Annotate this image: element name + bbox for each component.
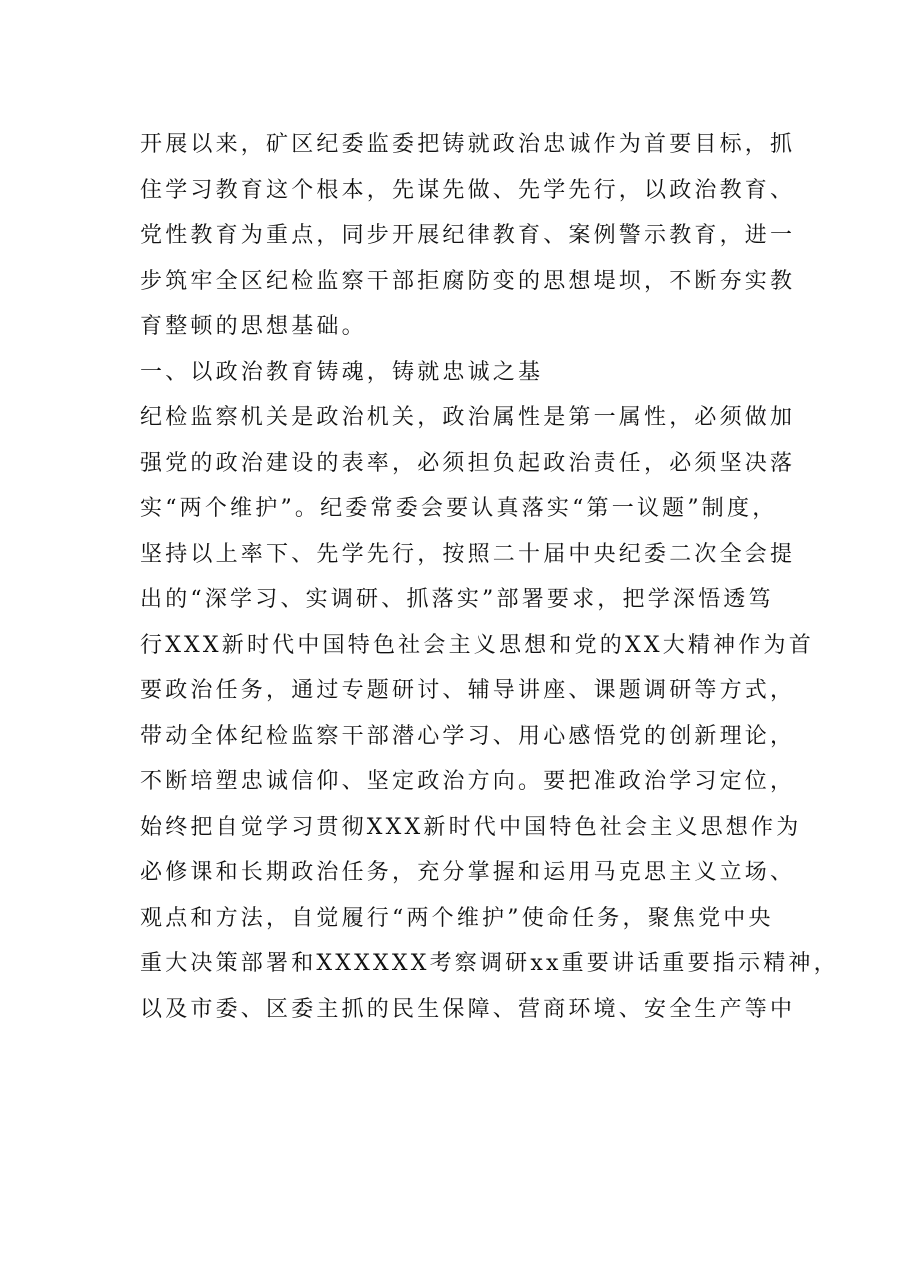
text-line: 出的“深学习、实调研、抓落实”部署要求，把学深悟透笃: [140, 587, 774, 612]
text-line: 必修课和长期政治任务，充分掌握和运用马克思主义立场、: [140, 860, 796, 885]
text-line: 强党的政治建设的表率，必须担负起政治责任，必须坚决落: [140, 450, 796, 476]
text-line: 以及市委、区委主抓的民生保障、营商环境、安全生产等中: [140, 996, 796, 1022]
body-text: [140, 122, 839, 1032]
text-line: 观点和方法，自觉履行“两个维护”使命任务，聚焦党中央: [140, 905, 774, 931]
text-line: 坚持以上率下、先学先行，按照二十届中央纪委二次全会提: [140, 541, 796, 567]
text-line: 实“两个维护”。纪委常委会要认真落实“第一议题”制度，: [140, 496, 778, 521]
text-line: 重大决策部署和XXXXXX考察调研xx重要讲话重要指示精神，: [140, 951, 839, 976]
text-line: 纪检监察机关是政治机关，政治属性是第一属性，必须做加: [140, 405, 796, 430]
text-line: 党性教育为重点，同步开展纪律教育、案例警示教育，进一: [140, 223, 796, 248]
text-line: 步筑牢全区纪检监察干部拒腐防变的思想堤坝，不断夯实教: [140, 268, 796, 294]
text-line: 行XXX新时代中国特色社会主义思想和党的XX大精神作为首: [140, 632, 814, 658]
text-line: 开展以来，矿区纪委监委把铸就政治忠诚作为首要目标，抓: [140, 132, 796, 157]
text-line: 住学习教育这个根本，先谋先做、先学先行，以政治教育、: [140, 177, 796, 203]
text-line: 不断培塑忠诚信仰、坚定政治方向。要把准政治学习定位，: [140, 769, 796, 794]
text-line: 带动全体纪检监察干部潜心学习、用心感悟党的创新理论，: [140, 723, 796, 749]
section-heading: 一、以政治教育铸魂，铸就忠诚之基: [140, 359, 544, 385]
text-line: 始终把自觉学习贯彻XXX新时代中国特色社会主义思想作为: [140, 814, 802, 840]
text-line: 要政治任务，通过专题研讨、辅导讲座、课题调研等方式，: [140, 678, 796, 703]
text-line: 育整顿的思想基础。: [140, 314, 367, 339]
